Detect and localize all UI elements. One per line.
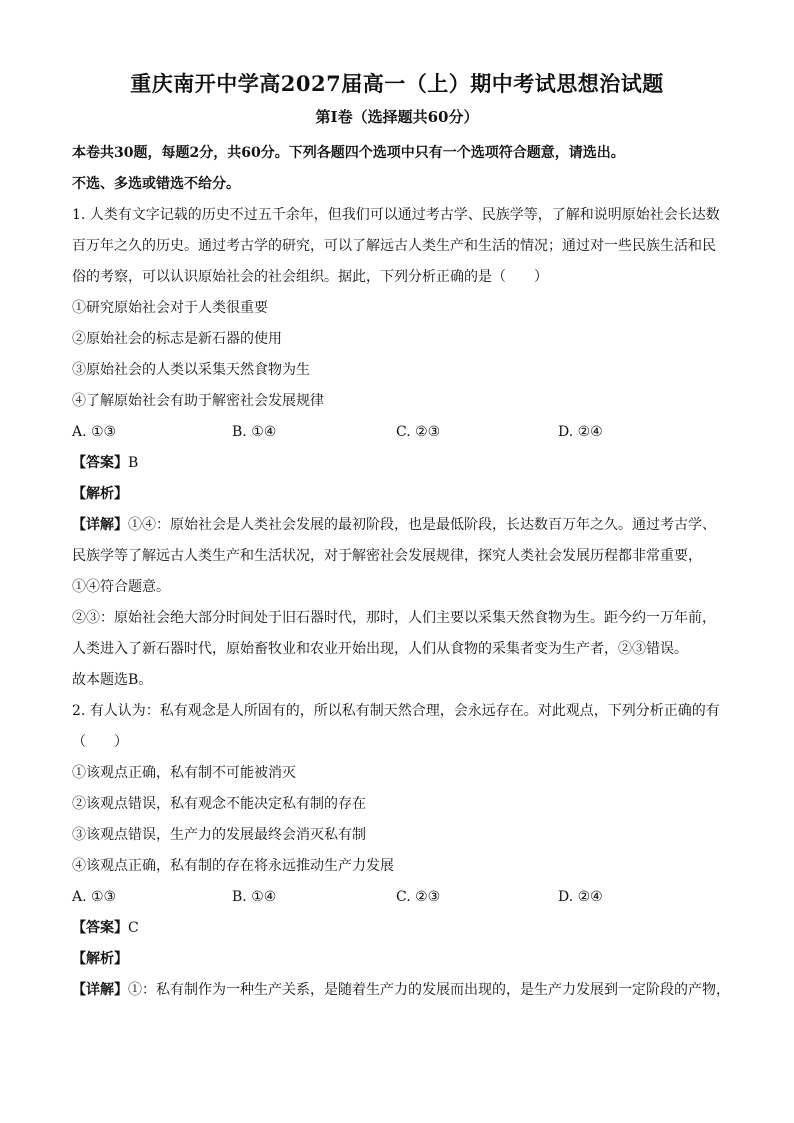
instructions-line: 不选、多选或错选不给分。 xyxy=(72,176,240,192)
option-a: A. ①③ xyxy=(72,424,117,440)
instructions-line: 本卷共30题，每题2分，共60分。下列各题四个选项中只有一个选项符合题意，请选出。 xyxy=(72,145,625,161)
document-body xyxy=(72,138,732,1006)
statement: ②原始社会的标志是新石器的使用 xyxy=(72,331,282,347)
question-stem-line: 2. 有人认为：私有观念是人所固有的，所以私有制天然合理，会永远存在。对此观点，下列分析正确的有 xyxy=(72,703,720,719)
answer-tag: 【答案】 xyxy=(72,920,128,936)
detail-tag: 【详解】 xyxy=(72,517,128,533)
answer-line xyxy=(72,913,732,944)
option-d: D. ②④ xyxy=(558,424,603,440)
option-a: A. ①③ xyxy=(72,889,117,905)
answer-value: B xyxy=(128,455,139,471)
detail-line: 人类进入了新石器时代，原始畜牧业和农业开始出现，人们从食物的采集者变为生产者，②③错误。 xyxy=(72,641,688,657)
statement: ③该观点错误，生产力的发展最终会消灭私有制 xyxy=(72,827,366,843)
option-c: C. ②③ xyxy=(396,424,441,440)
detail-text: ①：私有制作为一种生产关系，是随着生产力的发展而出现的，是生产力发展到一定阶段的产物， xyxy=(128,982,730,998)
detail-line: 故本题选B。 xyxy=(72,672,153,688)
statement: ④了解原始社会有助于解密社会发展规律 xyxy=(72,393,324,409)
question-2 xyxy=(72,696,732,1006)
statement: ①该观点正确，私有制不可能被消灭 xyxy=(72,765,296,781)
statement: ④该观点正确，私有制的存在将永远推动生产力发展 xyxy=(72,858,394,874)
answer-value: C xyxy=(128,920,139,936)
statement: ③原始社会的人类以采集天然食物为生 xyxy=(72,362,310,378)
option-c: C. ②③ xyxy=(396,889,441,905)
option-b: B. ①④ xyxy=(232,889,277,905)
option-b: B. ①④ xyxy=(232,424,277,440)
answer-options xyxy=(72,882,732,913)
question-stem-line: 百万年之久的历史。通过考古学的研究，可以了解远古人类生产和生活的情况；通过对一些民族生活和民 xyxy=(72,238,716,254)
statement: ①研究原始社会对于人类很重要 xyxy=(72,300,268,316)
statement: ②该观点错误，私有观念不能决定私有制的存在 xyxy=(72,796,366,812)
question-1 xyxy=(72,200,732,696)
question-stem-line: 俗的考察，可以认识原始社会的社会组织。据此，下列分析正确的是（ ） xyxy=(72,269,548,285)
answer-options xyxy=(72,417,732,448)
detail-line: ①④符合题意。 xyxy=(72,579,170,595)
detail-line xyxy=(72,975,732,1006)
detail-tag: 【详解】 xyxy=(72,982,128,998)
option-d: D. ②④ xyxy=(558,889,603,905)
detail-line: 民族学等了解远古人类生产和生活状况，对于解密社会发展规律，探究人类社会发展历程都非常重要， xyxy=(72,548,702,564)
detail-line: ②③：原始社会绝大部分时间处于旧石器时代，那时，人们主要以采集天然食物为生。距今约一万年前， xyxy=(72,610,716,626)
detail-text: ①④：原始社会是人类社会发展的最初阶段，也是最低阶段，长达数百万年之久。通过考古学、 xyxy=(128,517,716,533)
section-title: 第Ⅰ卷（选择题共60分） xyxy=(315,108,479,126)
detail-line xyxy=(72,510,732,541)
question-stem-line: （ ） xyxy=(72,734,128,750)
question-stem-line: 1. 人类有文字记载的历史不过五千余年，但我们可以通过考古学、民族学等，了解和说明原始社会长达数 xyxy=(72,207,720,223)
page-title: 重庆南开中学高2027届高一（上）期中考试思想治试题 xyxy=(130,71,664,96)
answer-line xyxy=(72,448,732,479)
analysis-tag: 【解析】 xyxy=(72,951,128,967)
answer-tag: 【答案】 xyxy=(72,455,128,471)
analysis-tag: 【解析】 xyxy=(72,486,128,502)
